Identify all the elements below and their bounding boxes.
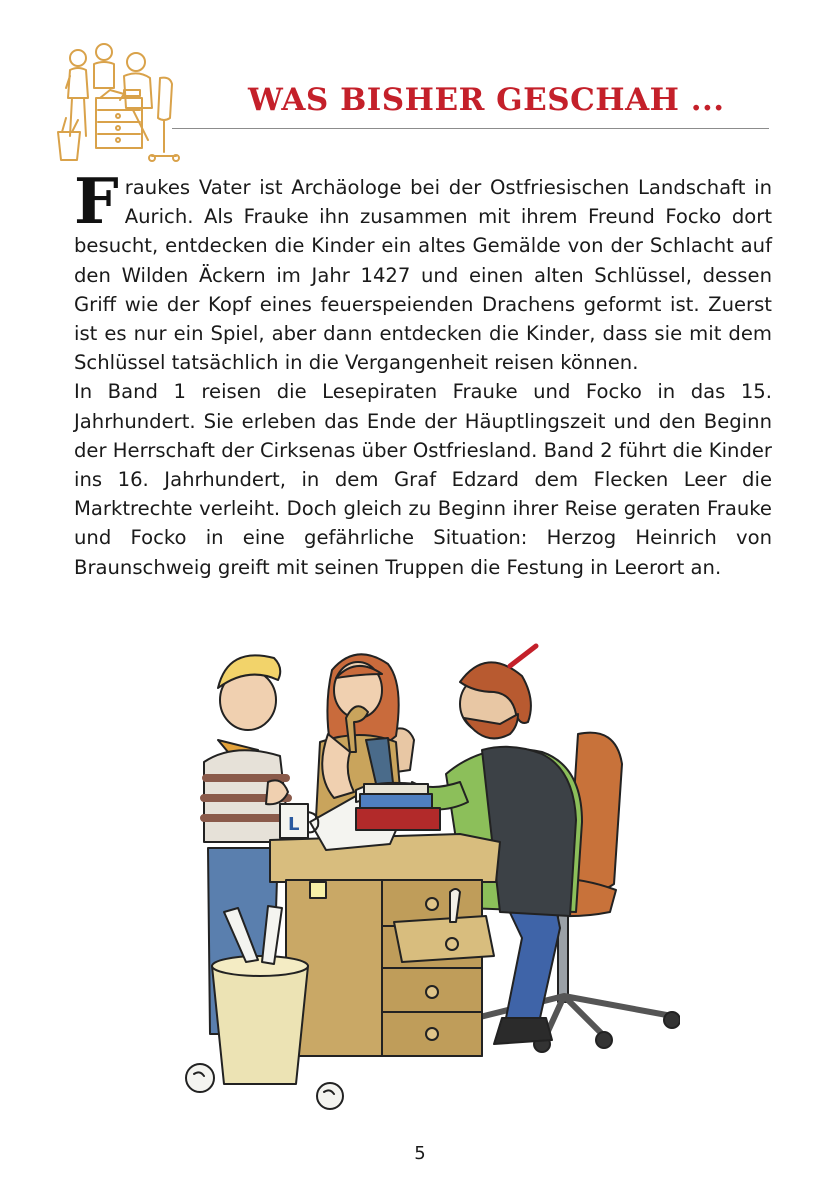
paragraph-1 [74,164,772,377]
paragraph-2: In Band 1 reisen die Lesepiraten Frauke und Focko in das 15. Jahrhundert. Sie erleben das Ende der Häuptlingszeit und den Beginn der Herrschaft der Cirksenas über Ostfriesland. Band 2 führt die Kinder ins 16. Jahrhundert, in dem Graf Edzard dem Flecken Leer die Marktrechte verleiht. Doch gleich zu Beginn ihrer Reise geraten Frauke und Focko in eine gefährliche Situation: Herzog Heinrich von Braunschweig greift mit seinen Truppen die Festung in Leerort an. [74,380,772,579]
mug-letter: L [288,814,300,835]
body-text [74,164,772,582]
page-title: WAS BISHER GESCHAH ... [248,82,725,118]
title-divider [172,128,769,129]
desk-scene-illustration [160,622,680,1122]
page-number: 5 [414,1143,426,1164]
paragraph-1-text: raukes Vater ist Archäologe bei der Ostfriesischen Landschaft in Aurich. Als Frauke ihn zusammen mit ihrem Freund Focko dort besucht, entdecken die Kinder ein altes Gemälde von der Schlacht auf den Wilden Äckern im Jahr 1427 und einen alten Schlüssel, dessen Griff wie der Kopf eines feuerspeienden Drachens geformt ist. Zuerst ist es nur ein Spiel, aber dann entdecken die Kinder, dass sie mit dem Schlüssel tatsächlich in die Vergangenheit reisen können. [74,176,772,375]
corner-sketch-illustration [52,40,188,168]
drop-cap: F [74,164,119,238]
